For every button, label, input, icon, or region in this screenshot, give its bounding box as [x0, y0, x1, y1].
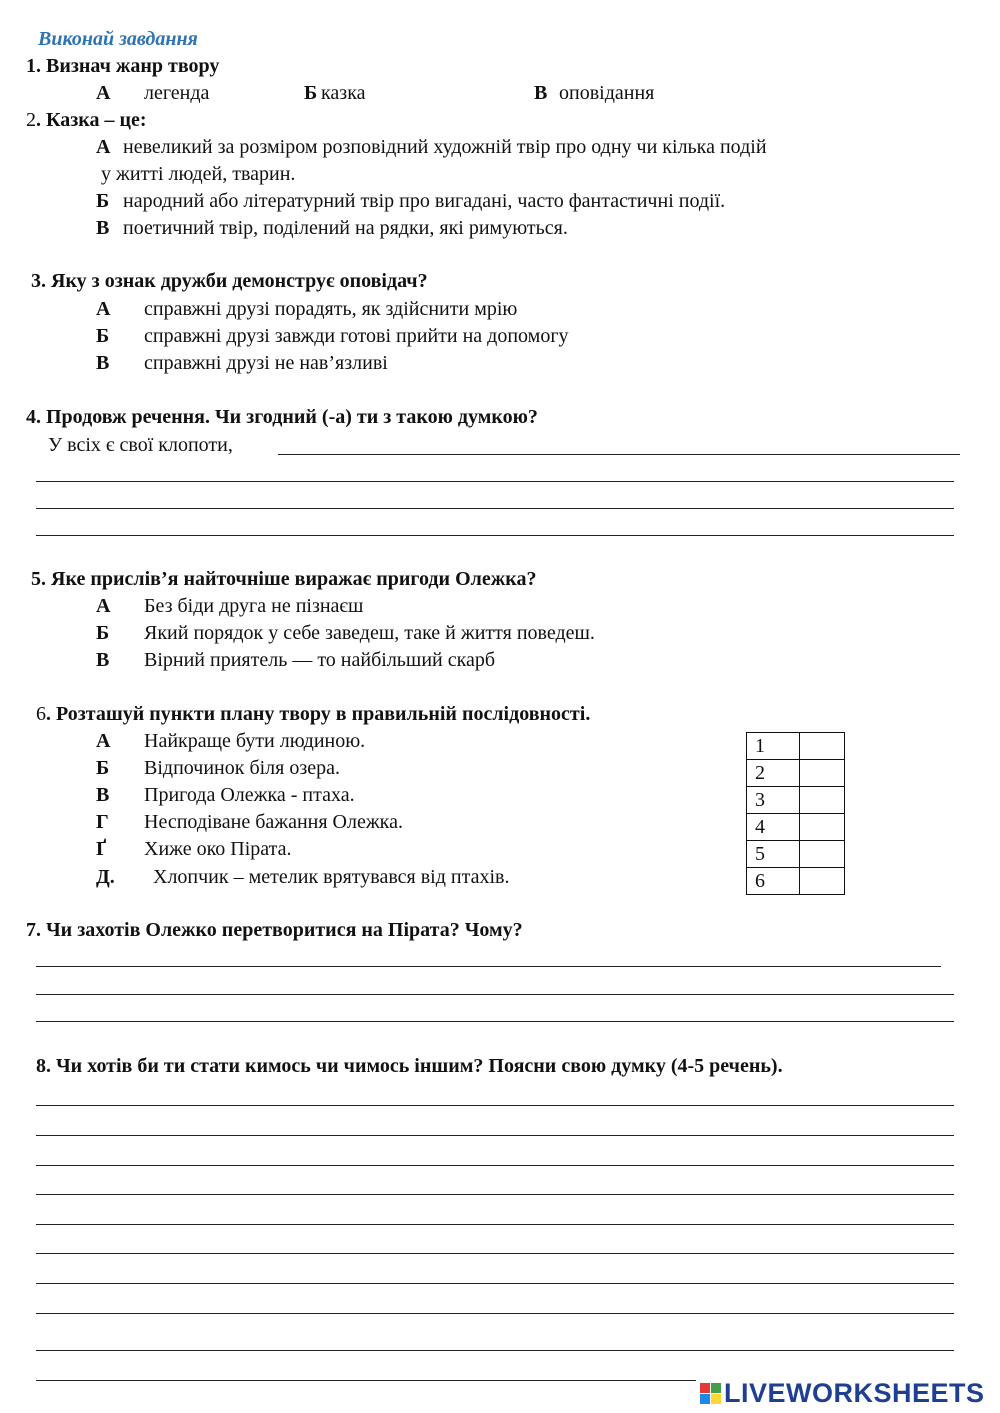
q3-option-a-letter: А [96, 298, 111, 320]
liveworksheets-logo-icon [700, 1383, 721, 1404]
q8-answer-line-6[interactable] [36, 1253, 954, 1254]
q8-answer-line-4[interactable] [36, 1194, 954, 1195]
table-row-number: 3 [747, 787, 800, 814]
q4-answer-line-3[interactable] [36, 508, 954, 509]
q3-option-b-text: справжні друзі завжди готові прийти на допомогу [144, 325, 569, 347]
q5-option-b-letter: Б [96, 622, 110, 644]
q4-answer-line-1[interactable] [278, 454, 960, 455]
q2-option-b-text: народний або літературний твір про вигадані, часто фантастичні події. [123, 190, 726, 212]
liveworksheets-logo[interactable] [700, 1378, 985, 1408]
logo-square-blue [700, 1394, 710, 1404]
q4-answer-line-2[interactable] [36, 481, 954, 482]
table-row [747, 814, 845, 841]
logo-square-red [700, 1383, 710, 1393]
table-row-number: 6 [747, 868, 800, 895]
table-row-number: 2 [747, 760, 800, 787]
q6-option-e-text: Хиже око Пірата. [144, 838, 292, 860]
q8-answer-line-8[interactable] [36, 1313, 954, 1314]
question-8-title: 8. Чи хотів би ти стати кимось чи чимось іншим? Поясни свою думку (4-5 речень). [36, 1055, 783, 1077]
q3-option-b-letter: Б [96, 325, 110, 347]
q2-option-a-continuation: у житті людей, тварин. [101, 163, 296, 185]
question-6-title: 6. Розташуй пункти плану твору в правильній послідовності. [36, 703, 591, 725]
q8-answer-line-1[interactable] [36, 1105, 954, 1106]
answer-cell[interactable] [800, 814, 845, 841]
question-4-title: 4. Продовж речення. Чи згодний (-а) ти з такою думкою? [26, 406, 538, 428]
q4-answer-line-4[interactable] [36, 535, 954, 536]
table-row [747, 733, 845, 760]
q7-answer-line-1[interactable] [36, 966, 941, 967]
q5-option-b-text: Який порядок у себе заведеш, таке й життя поведеш. [144, 622, 595, 644]
q5-option-c-text: Вірний приятель — то найбільший скарб [144, 649, 496, 671]
q8-answer-line-2[interactable] [36, 1135, 954, 1136]
question-2-title: 2. Казка – це: [26, 109, 147, 131]
q3-option-c-letter: В [96, 352, 110, 374]
q1-option-c-letter: В [534, 82, 548, 104]
q1-option-a-letter: А [96, 82, 111, 104]
q6-option-a-letter: А [96, 730, 111, 752]
q8-answer-line-3[interactable] [36, 1165, 954, 1166]
table-row [747, 841, 845, 868]
worksheet-heading: Виконай завдання [38, 28, 198, 50]
q5-option-c-letter: В [96, 649, 110, 671]
question-3-title: 3. Яку з ознак дружби демонструє оповідач? [31, 270, 428, 292]
q5-option-a-text: Без біди друга не пізнаєш [144, 595, 364, 617]
q6-option-f-letter: Д. [96, 866, 115, 888]
logo-square-green [711, 1383, 721, 1393]
q7-answer-line-2[interactable] [36, 994, 954, 995]
q6-option-d-letter: Г [96, 811, 109, 833]
answer-cell[interactable] [800, 787, 845, 814]
answer-cell[interactable] [800, 868, 845, 895]
q1-option-a-text: легенда [144, 82, 210, 104]
q1-option-c-text: оповідання [559, 82, 655, 104]
q6-option-b-letter: Б [96, 757, 110, 779]
q2-option-c-text: поетичний твір, поділений на рядки, які римуються. [123, 217, 568, 239]
q2-option-c-letter: В [96, 217, 110, 239]
q2-option-b-letter: Б [96, 190, 110, 212]
table-row-number: 1 [747, 733, 800, 760]
table-row-number: 4 [747, 814, 800, 841]
q8-answer-line-7[interactable] [36, 1283, 954, 1284]
answer-cell[interactable] [800, 841, 845, 868]
q6-option-b-text: Відпочинок біля озера. [144, 757, 341, 779]
q1-option-b-text: казка [321, 82, 366, 104]
q6-option-d-text: Несподіване бажання Олежка. [144, 811, 403, 833]
question-5-title: 5. Яке прислів’я найточніше виражає пригоди Олежка? [31, 568, 537, 590]
table-row [747, 868, 845, 895]
q6-option-c-text: Пригода Олежка - птаха. [144, 784, 355, 806]
question-1-title: 1. Визнач жанр твору [26, 55, 220, 77]
q8-answer-line-10[interactable] [36, 1380, 696, 1381]
table-row [747, 760, 845, 787]
q4-prompt: У всіх є свої клопоти, [48, 434, 233, 456]
logo-square-yellow [711, 1394, 721, 1404]
answer-cell[interactable] [800, 733, 845, 760]
q8-answer-line-5[interactable] [36, 1224, 954, 1225]
q6-option-f-text: Хлопчик – метелик врятувався від птахів. [153, 866, 510, 888]
q5-option-a-letter: А [96, 595, 111, 617]
q3-option-c-text: справжні друзі не нав’язливі [144, 352, 388, 374]
plan-order-table [746, 732, 845, 895]
q7-answer-line-3[interactable] [36, 1021, 954, 1022]
answer-cell[interactable] [800, 760, 845, 787]
question-7-title: 7. Чи захотів Олежко перетворитися на Пірата? Чому? [26, 919, 523, 941]
q1-option-b-letter: Б [304, 82, 318, 104]
liveworksheets-logo-text: LIVEWORKSHEETS [724, 1377, 985, 1408]
q6-option-c-letter: В [96, 784, 110, 806]
q6-option-e-letter: Ґ [96, 838, 107, 860]
table-row [747, 787, 845, 814]
q8-answer-line-9[interactable] [36, 1350, 954, 1351]
q3-option-a-text: справжні друзі порадять, як здійснити мрію [144, 298, 518, 320]
table-row-number: 5 [747, 841, 800, 868]
q6-option-a-text: Найкраще бути людиною. [144, 730, 366, 752]
q2-option-a-letter: А [96, 136, 111, 158]
q2-option-a-text: невеликий за розміром розповідний художній твір про одну чи кілька подій [123, 136, 767, 158]
